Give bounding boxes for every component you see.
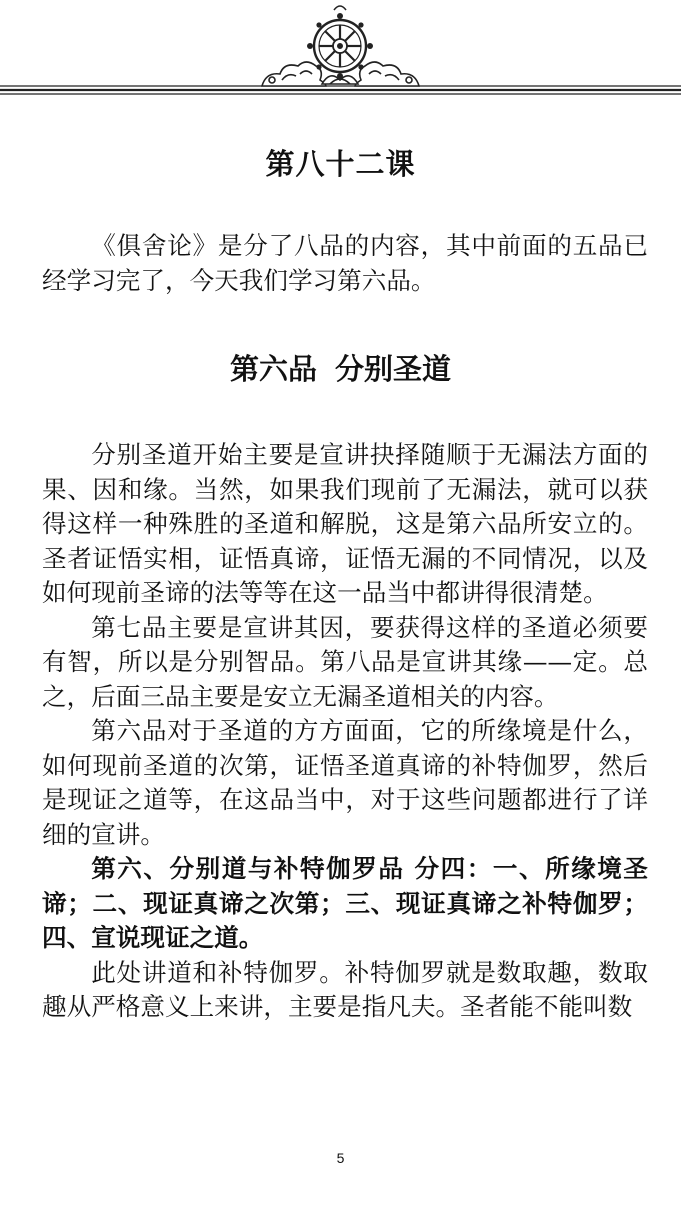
header-rule-lines <box>0 86 681 94</box>
chapter-title <box>0 347 681 388</box>
intro-paragraph: 《俱舍论》是分了八品的内容，其中前面的五品已经学习完了，今天我们学习第六品。 <box>42 231 648 295</box>
page-number: 5 <box>336 1150 345 1166</box>
paragraph-2: 第七品主要是宣讲其因，要获得这样的圣道必须要有智，所以是分别智品。第八品是宣讲其缘——定。总之，后面三品主要是安立无漏圣道相关的内容。 <box>42 612 648 711</box>
paragraph-3: 第六品对于圣道的方方面面，它的所缘境是什么，如何现前圣道的次第，证悟圣道真谛的补特伽罗，然后是现证之道等，在这品当中，对于这些问题都进行了详细的宣讲。 <box>42 716 648 849</box>
intro-block <box>42 229 648 298</box>
paragraph-4: 此处讲道和补特伽罗。补特伽罗就是数取趣，数取趣从严格意义上来讲，主要是指凡夫。圣者能不能叫数 <box>42 957 648 1021</box>
paragraph-1: 分别圣道开始主要是宣讲抉择随顺于无漏法方面的果、因和缘。当然，如果我们现前了无漏法，就可以获得这样一种殊胜的圣道和解脱，这是第六品所安立的。圣者证悟实相，证悟真谛，证悟无漏的不同情况，以及如何现前圣谛的法等等在这一品当中都讲得很清楚。 <box>42 440 648 607</box>
dharma-wheel-icon <box>307 6 373 79</box>
header-ornament <box>0 0 681 110</box>
cloud-right-icon <box>355 62 419 86</box>
outline-heading: 第六、分别道与补特伽罗品 分四：一、所缘境圣谛；二、现证真谛之次第；三、现证真谛之补特伽罗；四、宣说现证之道。 <box>42 854 648 952</box>
lesson-title: 第八十二课 <box>265 147 416 181</box>
chapter-title-name: 分别圣道 <box>335 352 452 386</box>
chapter-title-number: 第六品 <box>229 352 317 386</box>
cloud-left-icon <box>262 62 326 86</box>
body-text <box>42 438 648 1025</box>
